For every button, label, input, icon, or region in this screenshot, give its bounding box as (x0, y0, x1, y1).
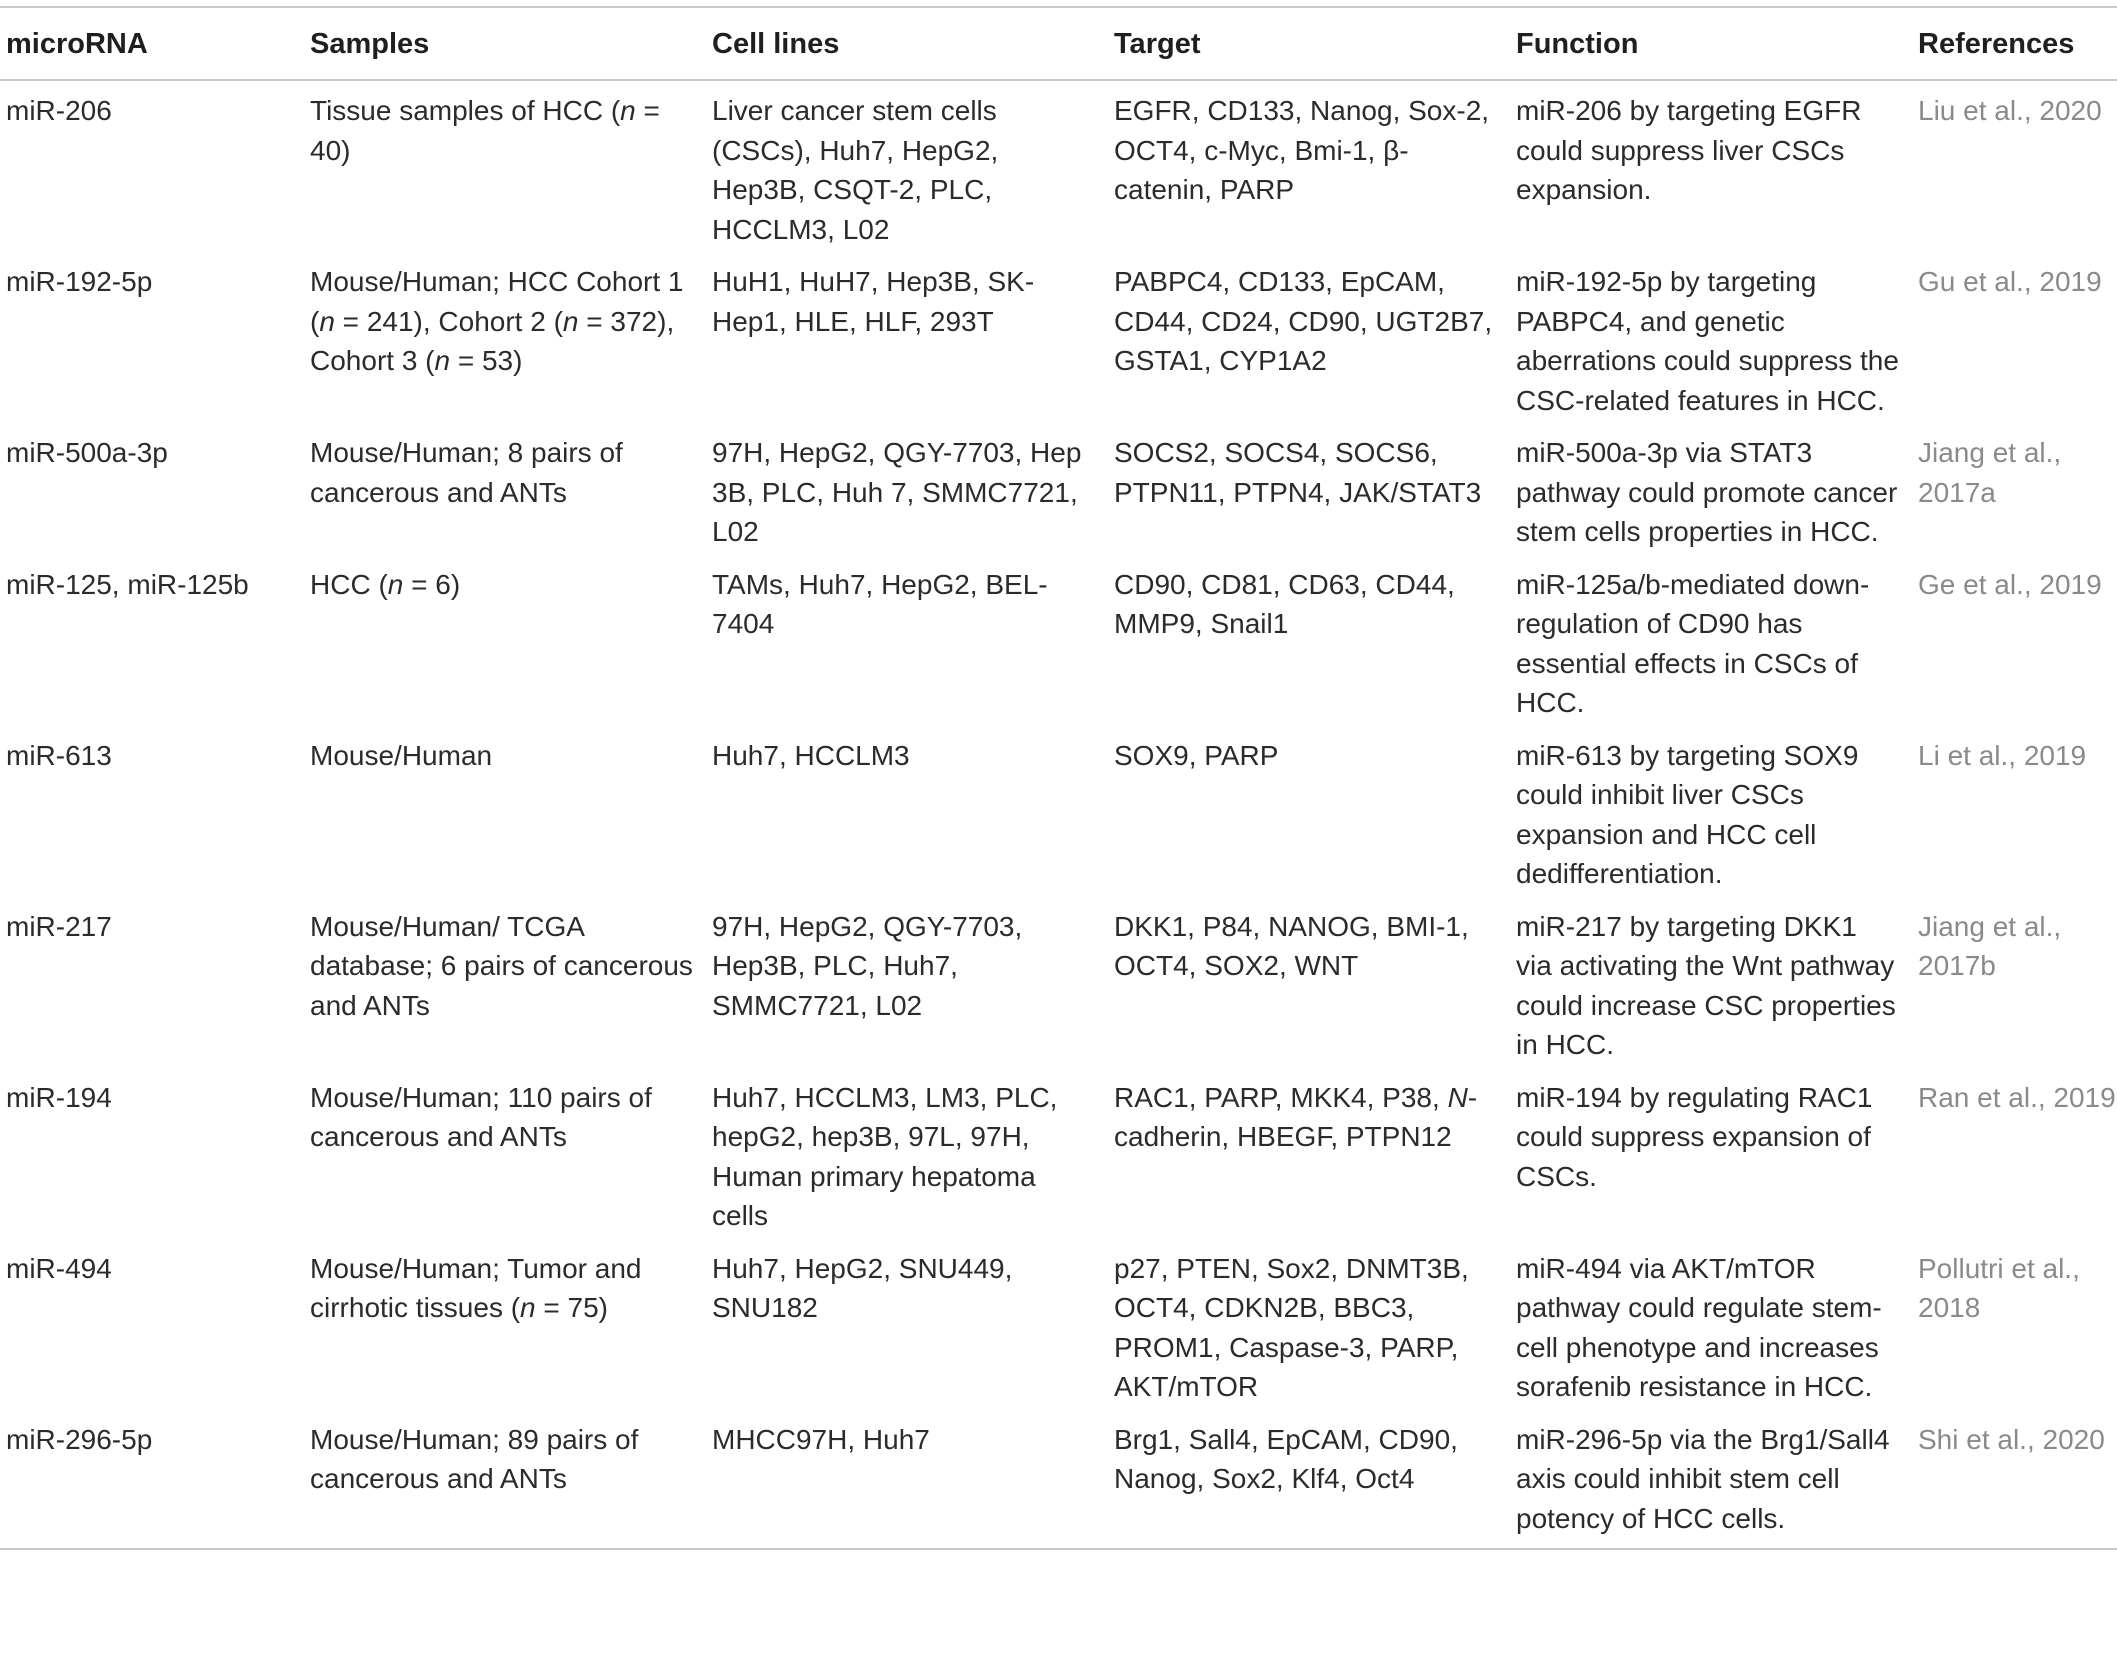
table-row (0, 1239, 2117, 1410)
table-row (0, 897, 2117, 1068)
cell-samples: Mouse/Human; 89 pairs of cancerous and ANTs (304, 1410, 706, 1550)
samples-text: Mouse/Human; HCC Cohort 1 ( (310, 266, 684, 337)
cell-microrna: miR-125, miR-125b (6, 568, 249, 600)
cell-target: Brg1, Sall4, EpCAM, CD90, Nanog, Sox2, Klf4, Oct4 (1108, 1410, 1510, 1550)
samples-n: n (319, 305, 335, 337)
samples-text: = 53) (450, 345, 523, 376)
samples-text: HCC ( (310, 568, 388, 600)
table-row (0, 252, 2117, 423)
cell-reference-link[interactable]: Gu et al., 2019 (1918, 266, 2102, 297)
cell-target: SOX9, PARP (1114, 739, 1279, 771)
cell-target (1108, 1068, 1510, 1239)
cell-samples (304, 80, 706, 252)
table-row (0, 1068, 2117, 1239)
table-row (0, 726, 2117, 897)
header-samples: Samples (304, 7, 706, 80)
target-italic: N (1447, 1081, 1468, 1113)
cell-target: EGFR, CD133, Nanog, Sox-2, OCT4, c-Myc, Bmi-1, β-catenin, PARP (1114, 95, 1490, 205)
cell-reference-link[interactable]: Jiang et al., 2017a (1918, 437, 2062, 508)
cell-target: SOCS2, SOCS4, SOCS6, PTPN11, PTPN4, JAK/STAT3 (1114, 437, 1482, 508)
header-cell-lines: Cell lines (706, 7, 1108, 80)
cell-microrna: miR-217 (6, 910, 112, 942)
samples-n: n (434, 345, 451, 376)
cell-reference-link[interactable]: Jiang et al., 2017b (1918, 910, 2062, 981)
header-row (0, 7, 2117, 80)
cell-function: miR-500a-3p via STAT3 pathway could promote cancer stem cells properties in HCC. (1516, 437, 1898, 547)
cell-cell-lines: 97H, HepG2, QGY-7703, Hep 3B, PLC, Huh 7, SMMC7721, L02 (712, 437, 1082, 547)
cell-cell-lines: TAMs, Huh7, HepG2, BEL-7404 (712, 568, 1048, 639)
cell-microrna: miR-296-5p (0, 1410, 304, 1550)
samples-text: = 75) (535, 1292, 609, 1323)
cell-cell-lines: MHCC97H, Huh7 (706, 1410, 1108, 1550)
cell-samples: Mouse/Human (310, 739, 493, 771)
cell-samples (304, 252, 706, 423)
mirna-table-container (0, 6, 2117, 1550)
cell-cell-lines: Huh7, HCCLM3, LM3, PLC, hepG2, hep3B, 97L, 97H, Human primary hepatoma cells (712, 1081, 1058, 1231)
cell-cell-lines: Liver cancer stem cells (CSCs), Huh7, HepG2, Hep3B, CSQT-2, PLC, HCCLM3, L02 (712, 95, 999, 245)
cell-samples (304, 555, 706, 726)
table-row (0, 80, 2117, 252)
cell-microrna: miR-500a-3p (6, 437, 168, 468)
cell-reference-link[interactable]: Shi et al., 2020 (1912, 1410, 2117, 1550)
samples-n: n (520, 1292, 536, 1323)
cell-cell-lines: HuH1, HuH7, Hep3B, SK-Hep1, HLE, HLF, 293T (712, 266, 1035, 337)
cell-microrna: miR-613 (6, 739, 112, 771)
cell-samples: Mouse/Human; 8 pairs of cancerous and ANTs (310, 437, 623, 508)
header-references: References (1912, 7, 2117, 80)
cell-target: CD90, CD81, CD63, CD44, MMP9, Snail1 (1114, 568, 1455, 639)
cell-samples: Mouse/Human; 110 pairs of cancerous and ANTs (310, 1081, 652, 1152)
cell-function: miR-125a/b-mediated down-regulation of CD90 has essential effects in CSCs of HCC. (1516, 568, 1870, 718)
cell-cell-lines: Huh7, HCCLM3 (712, 739, 910, 771)
table-row (0, 1410, 2117, 1550)
cell-function: miR-296-5p via the Brg1/Sall4 axis could inhibit stem cell potency of HCC cells. (1510, 1410, 1912, 1550)
table-header (0, 7, 2117, 80)
cell-microrna: miR-192-5p (6, 266, 153, 297)
cell-reference-link[interactable]: Pollutri et al., 2018 (1918, 1252, 2080, 1323)
cell-microrna: miR-194 (6, 1081, 112, 1113)
header-target: Target (1108, 7, 1510, 80)
table-body (0, 80, 2117, 1549)
cell-function: miR-206 by targeting EGFR could suppress liver CSCs expansion. (1516, 95, 1862, 205)
cell-microrna: miR-206 (6, 95, 112, 126)
target-text: RAC1, PARP, MKK4, P38, (1114, 1081, 1448, 1113)
samples-text: Mouse/Human; Tumor and cirrhotic tissues ( (310, 1252, 642, 1323)
header-microrna: microRNA (0, 7, 304, 80)
header-function: Function (1510, 7, 1912, 80)
cell-function: miR-217 by targeting DKK1 via activating the Wnt pathway could increase CSC properties in HCC. (1516, 910, 1896, 1060)
table-row (0, 423, 2117, 555)
cell-target: p27, PTEN, Sox2, DNMT3B, OCT4, CDKN2B, BBC3, PROM1, Caspase-3, PARP, AKT/mTOR (1114, 1252, 1469, 1402)
samples-n: n (620, 95, 636, 126)
samples-n: n (562, 305, 579, 337)
samples-text: = 372), Cohort 3 ( (310, 305, 675, 376)
target-text: -cadherin, HBEGF, PTPN12 (1114, 1081, 1478, 1152)
samples-text: = 6) (403, 568, 461, 600)
table-row (0, 555, 2117, 726)
samples-text: Tissue samples of HCC ( (310, 95, 621, 126)
cell-target: DKK1, P84, NANOG, BMI-1, OCT4, SOX2, WNT (1114, 910, 1469, 981)
cell-function: miR-194 by regulating RAC1 could suppress expansion of CSCs. (1516, 1081, 1873, 1192)
cell-cell-lines: Huh7, HepG2, SNU449, SNU182 (712, 1252, 1013, 1323)
samples-n: n (387, 568, 404, 600)
cell-samples: Mouse/Human/ TCGA database; 6 pairs of cancerous and ANTs (310, 910, 693, 1021)
cell-function: miR-494 via AKT/mTOR pathway could regulate stem-cell phenotype and increases sorafenib resistance in HCC. (1516, 1252, 1882, 1402)
cell-function: miR-613 by targeting SOX9 could inhibit liver CSCs expansion and HCC cell dedifferentiation. (1516, 739, 1859, 889)
cell-cell-lines: 97H, HepG2, QGY-7703, Hep3B, PLC, Huh7, SMMC7721, L02 (712, 910, 1023, 1021)
cell-target: PABPC4, CD133, EpCAM, CD44, CD24, CD90, UGT2B7, GSTA1, CYP1A2 (1114, 266, 1493, 376)
cell-reference-link[interactable]: Liu et al., 2020 (1918, 95, 2102, 126)
samples-text: = 241), Cohort 2 ( (334, 305, 563, 337)
mirna-table (0, 6, 2117, 1550)
cell-function: miR-192-5p by targeting PABPC4, and genetic aberrations could suppress the CSC-related features in HCC. (1516, 266, 1899, 416)
cell-reference-link[interactable]: Ran et al., 2019 (1918, 1081, 2116, 1113)
cell-samples (304, 1239, 706, 1410)
cell-microrna: miR-494 (6, 1252, 112, 1284)
samples-text: = 40) (310, 95, 660, 166)
cell-reference-link[interactable]: Ge et al., 2019 (1918, 568, 2102, 600)
cell-reference-link[interactable]: Li et al., 2019 (1918, 739, 2087, 771)
